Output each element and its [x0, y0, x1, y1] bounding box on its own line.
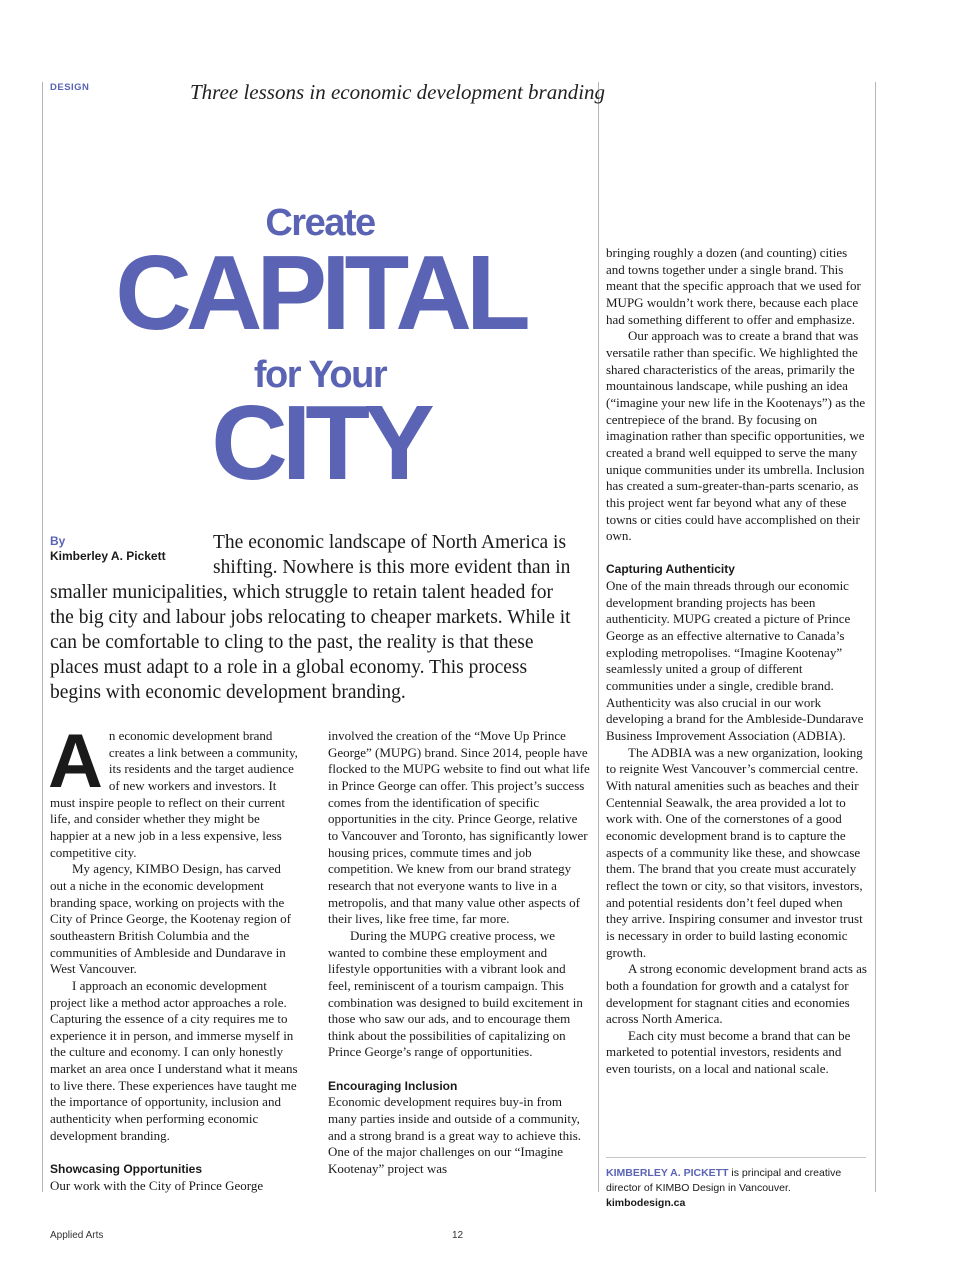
kicker-headline: Three lessons in economic development branding [190, 80, 606, 104]
body-paragraph-4-start: Our work with the City of Prince George [50, 1178, 264, 1193]
spacer [606, 545, 868, 562]
bio-author-name: KIMBERLEY A. PICKETT [606, 1167, 729, 1179]
body-paragraph-7: Our approach was to create a brand that was versatile rather than specific. We highlighted the shared characteristics of the areas, primarily the mountainous landscape, while pushing an idea (“imagine your new life in the Kootenays”) as the centrepiece of the brand. By focusing on imagination rather than specific opportunities, we created a brand well equipped to serve the many unique communities under its umbrella. Inclusion has created a sum-greater-than-parts scenario, as this project went far beyond what any of these towns or cities could have accomplished on their own. [606, 328, 866, 544]
body-paragraph-6-end: bringing roughly a dozen (and counting) cities and towns together under a single brand. This meant that the specific approach that we used for MUPG wouldn’t work there, because each place had something different to offer and emphasize. [606, 245, 861, 327]
body-paragraph-6-start: Economic development requires buy-in from many parties inside and outside of a community, and a strong brand is a great way to achieve this. One of the major challenges on our “Imagine Kootenay” project was [328, 1094, 582, 1177]
spacer [328, 1061, 590, 1078]
bio-website-link[interactable]: kimbodesign.ca [606, 1197, 686, 1209]
section-label: DESIGN [50, 82, 90, 93]
bio-divider [606, 1157, 866, 1158]
body-column-3 [606, 245, 868, 1078]
spacer [50, 1144, 298, 1161]
byline-by: By [50, 534, 66, 548]
body-column-2 [328, 728, 590, 1178]
intro-byline-spacer [50, 530, 213, 580]
body-paragraph-4: involved the creation of the “Move Up Prince George” (MUPG) brand. Since 2014, people have flocked to the MUPG website to find out what life in Prince George can offer. This project’s success comes from the identification of specific opportunities in the city. Prince George, relative to Vancouver and Toronto, has significantly lower housing prices, commute times and job competition. We knew from our brand strategy research that not everyone wants to live in a metropolis, and that many value other aspects of their lives, like free time, far more. [328, 728, 590, 927]
title-line-for-your: for Your [253, 354, 387, 396]
body-column-1-tail [50, 1178, 298, 1195]
subhead-encouraging-inclusion: Encouraging Inclusion [328, 1078, 458, 1093]
body-paragraph-2: My agency, KIMBO Design, has carved out a niche in the economic development branding space, working on projects with the City of Prince George, the Kootenay region of southeastern British Columbia and the communities of Ambleside and Dundarave in West Vancouver. [50, 861, 291, 977]
bio-text: is principal and creative director of KIMBO Design in Vancouver. [606, 1167, 842, 1194]
title-line-city: CITY [211, 384, 429, 502]
intro-paragraph [50, 530, 576, 705]
title-line-create: Create [265, 202, 375, 244]
subhead-capturing-authenticity: Capturing Authenticity [606, 562, 735, 577]
body-paragraph-10: A strong economic development brand acts as both a foundation for growth and a catalyst for development for stagnant cities and economies across North America. [606, 961, 867, 1027]
drop-cap: A [48, 719, 103, 804]
body-paragraph-8: One of the main threads through our economic development branding projects has been authenticity. MUPG created a picture of Prince George as an effective alternative to Canada’s exploding metropolises. “Imagine Kootenay” seamlessly united a group of different communities under a single, credible brand. Authenticity was also crucial in our work developing a brand for the Ambleside-Dundarave Business Improvement Association (ADBIA). [606, 578, 864, 744]
author-bio [606, 1166, 868, 1211]
body-paragraph-3: I approach an economic development project like a method actor approaches a role. Capturing the essence of a city requires me to experience it in person, and immerse myself in the culture and economy. I can only honestly market an area once I understand what it means to live there. These experiences have taught me the importance of opportunity, inclusion and authenticity when performing economic development branding. [50, 977, 298, 1143]
body-paragraph-11: Each city must become a brand that can be marketed to potential investors, residents and even tourists, on a local and national scale. [606, 1027, 851, 1077]
footer-page-number: 12 [452, 1230, 464, 1241]
footer-publication: Applied Arts [50, 1230, 104, 1241]
subhead-showcasing-opportunities: Showcasing Opportunities [50, 1162, 203, 1177]
body-paragraph-9: The ADBIA was a new organization, looking to reignite West Vancouver’s commercial centre. With natural amenities such as beaches and their Centennial Seawalk, the area provided a lot to work with. One of the cornerstones of a good economic development brand is to capture the aspects of a community like these, and showcase them. The brand that you create must accurately reflect the town or city, so that visitors, investors, and potential residents don’t feel duped when they arrive. Inspiring consumer and investor trust is necessary in order to build lasting economic growth. [606, 744, 863, 960]
body-paragraph-5: During the MUPG creative process, we wanted to combine these employment and lifestyle opportunities with a vibrant look and feel, reminiscent of a tourism campaign. This combination was designed to build excitement in those who saw our ads, and to encourage them think about the possibilities of capitalizing on Prince George’s range of opportunities. [328, 927, 583, 1060]
center-column-rule [598, 82, 599, 1192]
intro-text: The economic landscape of North America is shifting. Nowhere is this more evident than in smaller municipalities, which struggle to retain talent headed for the big city and labour jobs relocating to cheaper markets. While it can be comfortable to cling to the past, the reality is that these places must adapt to a role in a global economy. This process begins with economic development branding. [50, 532, 571, 703]
right-margin-rule [875, 82, 876, 1192]
body-column-1 [48, 719, 298, 1178]
title-line-capital: CAPITAL [115, 234, 525, 352]
byline-author: Kimberley A. Pickett [50, 549, 166, 563]
body-paragraph-1-text: n economic development brand creates a link between a community, its residents and the target audience of new workers and investors. It must inspire people to reflect on their current life, and consider whether they might be happier at a new job in a less expensive, less competitive city. [50, 728, 298, 860]
body-paragraph-1 [48, 719, 298, 861]
left-margin-rule [42, 82, 43, 1192]
